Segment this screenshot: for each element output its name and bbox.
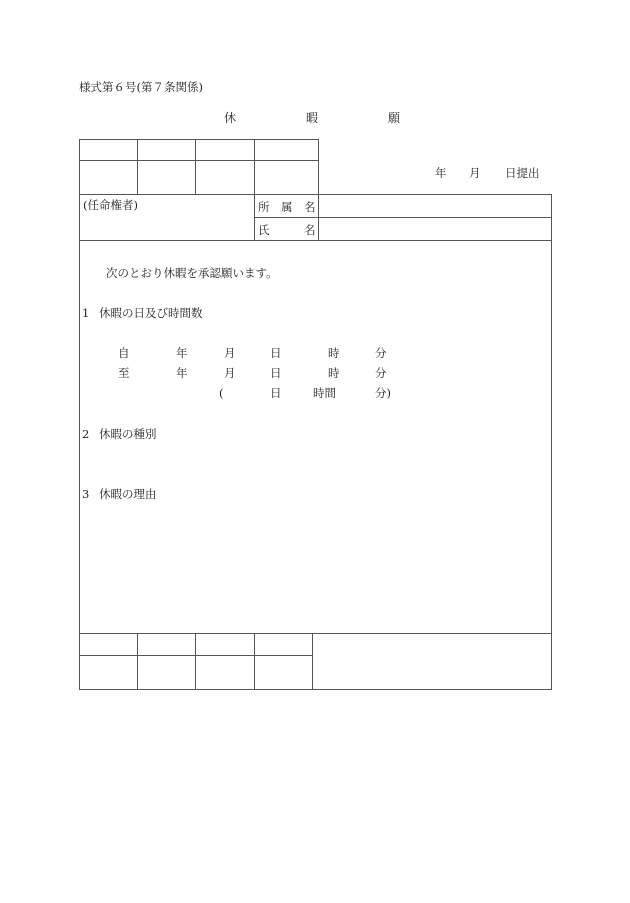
to-year: 年	[176, 366, 188, 380]
stamp-cell-2[interactable]	[138, 161, 194, 193]
total-open-paren: (	[219, 386, 224, 400]
section-3-number: 3	[82, 487, 90, 501]
bottom-stamp-cell-4[interactable]	[255, 656, 311, 688]
section-3-heading: 休暇の理由	[99, 487, 157, 501]
request-text: 次のとおり休暇を承認願います。	[106, 266, 278, 280]
stamp-cell-1[interactable]	[80, 161, 136, 193]
section-1-number: 1	[82, 306, 90, 320]
date-year-label: 年	[435, 166, 447, 180]
title-char-1: 休	[224, 111, 237, 125]
appointer-label: (任命権者)	[83, 198, 138, 212]
from-year: 年	[176, 346, 188, 360]
affiliation-field[interactable]	[320, 196, 549, 216]
to-day: 日	[270, 366, 282, 380]
section-2-number: 2	[82, 427, 90, 441]
date-month-label: 月	[469, 166, 481, 180]
to-minute: 分	[375, 366, 387, 380]
bottom-stamp-cell-3[interactable]	[196, 656, 253, 688]
stamp-cell-4[interactable]	[255, 161, 317, 193]
name-label-char-2: 名	[304, 223, 316, 237]
total-hours: 時間	[313, 386, 336, 400]
to-month: 月	[224, 366, 236, 380]
section-2-heading: 休暇の種別	[99, 427, 157, 441]
affiliation-label-char-1: 所	[258, 200, 270, 214]
affiliation-label-char-3: 名	[304, 200, 316, 214]
date-day-label: 日提出	[505, 166, 540, 180]
form-number: 様式第６号(第７条関係)	[79, 80, 203, 94]
affiliation-label-char-2: 属	[281, 200, 293, 214]
total-days: 日	[270, 386, 282, 400]
title-char-2: 暇	[306, 111, 319, 125]
section-1-heading: 休暇の日及び時間数	[99, 306, 203, 320]
total-minutes: 分)	[375, 386, 391, 400]
name-label-char-1: 氏	[258, 223, 270, 237]
to-label: 至	[118, 366, 130, 380]
to-hour: 時	[328, 366, 340, 380]
from-month: 月	[224, 346, 236, 360]
remarks-box[interactable]	[313, 634, 550, 688]
from-minute: 分	[375, 346, 387, 360]
from-day: 日	[270, 346, 282, 360]
from-hour: 時	[328, 346, 340, 360]
name-field[interactable]	[320, 219, 549, 239]
title-char-3: 願	[388, 111, 401, 125]
from-label: 自	[118, 346, 130, 360]
bottom-stamp-cell-1[interactable]	[80, 656, 136, 688]
bottom-stamp-cell-2[interactable]	[138, 656, 194, 688]
stamp-cell-3[interactable]	[196, 161, 253, 193]
